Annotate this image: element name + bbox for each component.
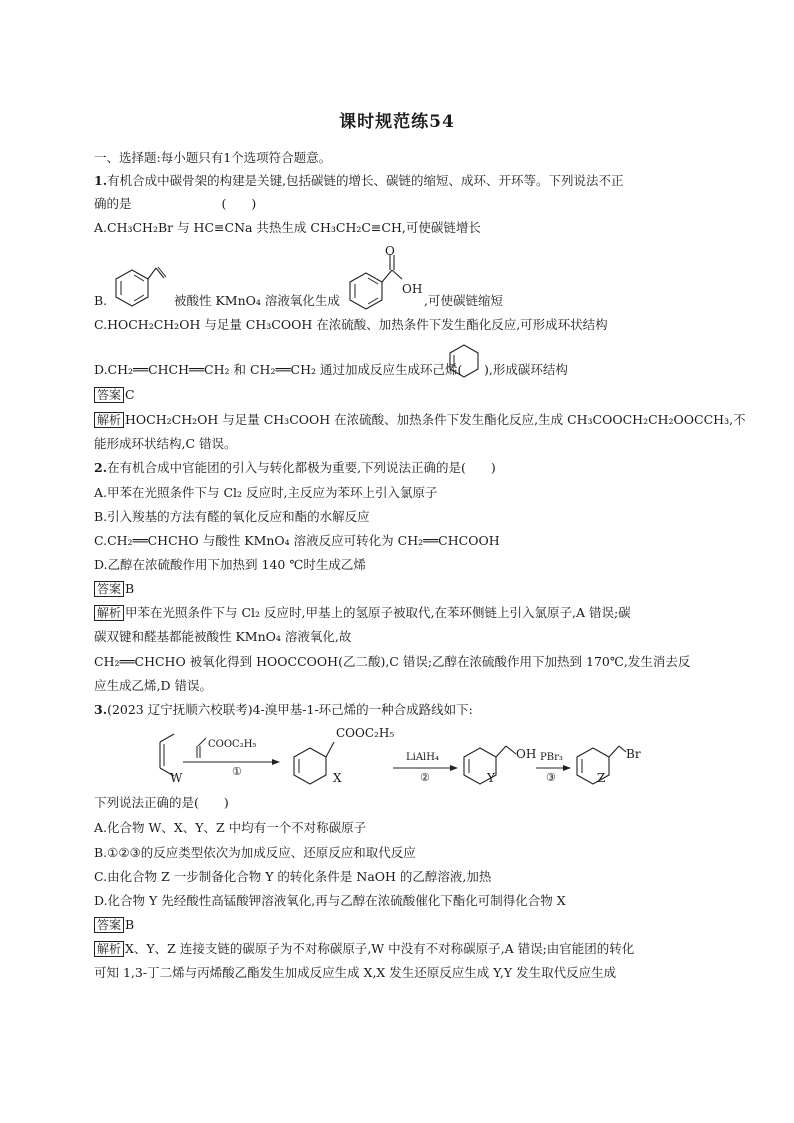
q1-option-b-middle: 被酸性 KMnO₄ 溶液氧化生成 (174, 293, 340, 308)
reagent-1-label: COOC₂H₅ (208, 739, 257, 750)
analysis-label: 解析 (94, 412, 124, 428)
q1-answer-paren: ( ) (221, 196, 257, 211)
q3-number: 3. (94, 702, 108, 717)
benzoic-acid-oh-label: OH (402, 282, 423, 296)
q1-analysis-line1 (94, 412, 746, 428)
q3-analysis-line1 (94, 941, 634, 957)
q2-answer-line (94, 581, 134, 597)
benzoic-acid-o-label: O (385, 244, 395, 258)
compound-y-oh-label: OH (516, 747, 537, 761)
q2-analysis-line3: CH₂══CHCHO 被氧化得到 HOOCCOOH(乙二酸),C 错误;乙醇在浓硫酸作用下加热到 170℃,发生消去反 (94, 654, 691, 669)
q1-stem-line2 (94, 196, 256, 212)
q1-answer-line (94, 387, 135, 403)
q1-option-d-end: ),形成碳环结构 (484, 362, 568, 377)
q1-stem-line1 (94, 173, 624, 189)
q2-stem (94, 460, 496, 476)
reagent-3-label: PBr₃ (540, 752, 563, 763)
q1-stem-text-2: 确的是 (94, 196, 132, 211)
styrene-structure (112, 264, 172, 312)
q2-option-d: D.乙醇在浓硫酸作用下加热到 140 ℃时生成乙烯 (94, 557, 366, 572)
compound-x-ester-label: COOC₂H₅ (336, 726, 395, 740)
q2-analysis-line2: 碳双键和醛基都能被酸性 KMnO₄ 溶液氧化,故 (94, 629, 352, 644)
section-heading: 一、选择题:每小题只有1个选项符合题意。 (94, 150, 332, 165)
cyclohexene-structure (446, 342, 482, 380)
q3-answer-value: B (125, 917, 135, 932)
q2-option-a: A.甲苯在光照条件下与 Cl₂ 反应时,主反应为苯环上引入氯原子 (94, 485, 438, 500)
answer-label: 答案 (94, 917, 124, 933)
q1-analysis-text: HOCH₂CH₂OH 与足量 CH₃COOH 在浓硫酸、加热条件下发生酯化反应,生成 CH₃COOCH₂CH₂OOCCH₃,不 (125, 412, 746, 427)
q1-analysis-line2: 能形成环状结构,C 错误。 (94, 436, 237, 451)
analysis-label: 解析 (94, 941, 124, 957)
answer-label: 答案 (94, 387, 124, 403)
q2-option-b: B.引入羧基的方法有醛的氧化反应和酯的水解反应 (94, 509, 370, 524)
q1-option-d-start: D.CH₂══CHCH══CH₂ 和 CH₂══CH₂ 通过加成反应生成环己烯( (94, 362, 463, 377)
compound-z-label: Z (597, 771, 606, 785)
reagent-2-label: LiAlH₄ (406, 752, 439, 763)
analysis-label: 解析 (94, 605, 124, 621)
q3-option-d: D.化合物 Y 先经酸性高锰酸钾溶液氧化,再与乙醇在浓硫酸催化下酯化可制得化合物 X (94, 893, 566, 908)
page-title: 课时规范练54 (339, 112, 455, 132)
compound-z-br-label: Br (626, 747, 641, 761)
compound-x-structure (294, 742, 334, 784)
q2-option-c: C.CH₂══CHCHO 与酸性 KMnO₄ 溶液反应可转化为 CH₂══CHCOOH (94, 533, 500, 548)
q2-number: 2. (94, 460, 108, 475)
q2-analysis-text: 甲苯在光照条件下与 Cl₂ 反应时,甲基上的氢原子被取代,在苯环侧链上引入氯原子,A 错误;碳 (125, 605, 631, 620)
q2-answer-value: B (125, 581, 135, 596)
q2-stem-text: 在有机合成中官能团的引入与转化都极为重要,下列说法正确的是( ) (107, 460, 496, 475)
q1-option-b-end: ,可使碳链缩短 (424, 293, 503, 308)
step-3-label: ③ (546, 771, 556, 784)
q1-option-a: A.CH₃CH₂Br 与 HC≡CNa 共热生成 CH₃CH₂C≡CH,可使碳链增长 (94, 220, 481, 235)
answer-label: 答案 (94, 581, 124, 597)
q3-stem-text: (2023 辽宁抚顺六校联考)4-溴甲基-1-环己烯的一种合成路线如下: (107, 702, 473, 717)
q3-option-b: B.①②③的反应类型依次为加成反应、还原反应和取代反应 (94, 845, 416, 860)
q3-stem (94, 702, 473, 718)
q1-number: 1. (94, 173, 108, 188)
q2-analysis-line1 (94, 605, 631, 621)
q3-analysis-line2: 可知 1,3-丁二烯与丙烯酸乙酯发生加成反应生成 X,X 发生还原反应生成 Y,Y 发生取代反应生成 (94, 965, 617, 980)
step-2-label: ② (420, 771, 430, 784)
q2-analysis-line4: 应生成乙烯,D 错误。 (94, 678, 212, 693)
reaction-scheme (150, 724, 650, 796)
q3-option-c: C.由化合物 Z 一步制备化合物 Y 的转化条件是 NaOH 的乙醇溶液,加热 (94, 869, 492, 884)
step-1-label: ① (232, 765, 242, 778)
compound-x-label: X (333, 771, 342, 785)
q1-option-c: C.HOCH₂CH₂OH 与足量 CH₃COOH 在浓硫酸、加热条件下发生酯化反应,可形成环状结构 (94, 317, 608, 332)
q3-question: 下列说法正确的是( ) (94, 795, 229, 810)
q3-option-a: A.化合物 W、X、Y、Z 中均有一个不对称碳原子 (94, 820, 367, 835)
q1-stem-text: 有机合成中碳骨架的构建是关键,包括碳链的增长、碳链的缩短、成环、开环等。下列说法不正 (107, 173, 624, 188)
compound-w-label: W (170, 771, 183, 785)
compound-y-label: Y (487, 771, 495, 785)
q3-analysis-text: X、Y、Z 连接支链的碳原子为不对称碳原子,W 中没有不对称碳原子,A 错误;由官能团的转化 (125, 941, 635, 956)
q3-answer-line (94, 917, 134, 933)
q1-answer-value: C (125, 387, 135, 402)
q1-option-b-label: B. (94, 293, 108, 308)
